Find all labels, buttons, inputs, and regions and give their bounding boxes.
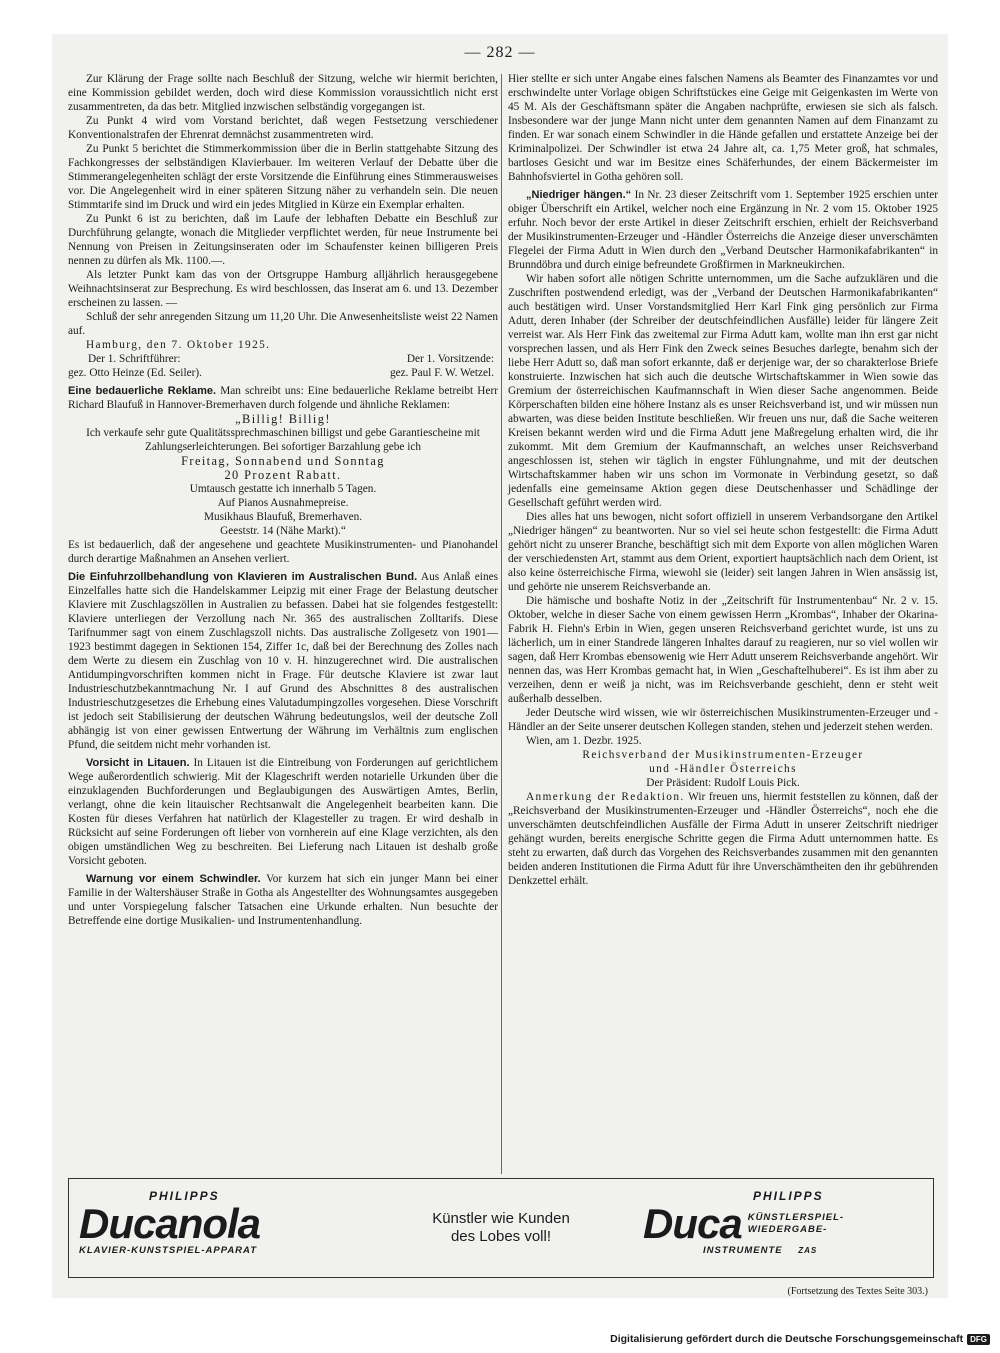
paragraph: Zu Punkt 6 ist zu berichten, daß im Laufe der lebhaften Debatte ein Beschluß zur Durchführung gelangte, wonach die Mitglieder verpflichtet werden, für neue Instrumente bei Nennung von Preisen in Zeitungsinseraten oder im Schaufenster keinen billigeren Preis nennen zu dürfen als Mk. 1100.—. xyxy=(68,213,498,267)
article-niedriger: „Niedriger hängen.“ In Nr. 23 dieser Zeitschrift vom 1. September 1925 erschien unter obiger Überschrift ein Artikel, welcher noch eine Ergänzung in Nr. 2 vom 15. Oktober 1925 erfuhr. Noch bevor der erste Artikel in dieser Zeitschrift erschien, erhielt der Reichsverband der Musikinstrumenten-Erzeuger und -Händler Österreichs die Anzeige dieser unverschämten Flegelei der Firma Adutt in Wien durch den „Verband Deutscher Harmonikafabrikanten“ in Brunndöbra und durch einige befreundete Großfirmen in Markneukirchen. xyxy=(508,189,938,271)
article-einfuhr: Die Einfuhrzollbehandlung von Klavieren im Australischen Bund. Aus Anlaß eines Einzelfalles hatte sich die Handelskammer Leipzig mit einer Frage der Belastung deutscher Klaviere mit Zuschlagszöllen in Australien zu befassen. Dabei hat sie folgendes festgestellt: Klaviere unterliegen der Verzollung nach Nr. 365 des australischen Zolltarifs. Diese Tarifnummer sagt von einem Zuschlagszoll nichts. Das australische Zollgesetz von 1901—1923 bestimmt dagegen in Sektionen 154, Ziffer 1c, daß bei der Berechnung des Zolles nach dem Werte zu diesem ein Zuschlag von 10 v. H. hinzugerechnet wird. Die australischen Antidumpingvorschriften kommen nicht in Frage. Für deutsche Klaviere ist zwar laut Industrieschutzbekanntmachung Nr. I auf Grund des Abschnittes 8 des australischen Industrieschutzgesetzes die Erhebung eines Valutadumpingzolles vorgesehen. Diese Vorschrift ist jedoch seit Stabilisierung der deutschen Währung bedeutungslos, weil der deutsche Zoll abhängig ist von einer gewissen Entwertung der Währung im Verhältnis zum englischen Pfund, die seitdem nicht mehr vorhanden ist. xyxy=(68,571,498,751)
paragraph: Dies alles hat uns bewogen, nicht sofort offiziell in unserem Verbandsorgane den Artikel „Niedriger hängen“ zu beantworten. Nur so viel sei heute schon festgestellt: die Firma Adutt gehört nicht zu unserer Branche, beschäftigt sich mit dem Exporte von allen möglichen Waren der verschiedensten Art, stammt aus dem Orient, exportiert hauptsächlich nach dem Orient, ist also keine österreichische Firma, wiewohl sie (leider) seit langen Jahren in Wien ansässig ist, und gehörte nie unserem Reichsverbande an. xyxy=(508,511,938,593)
column-divider xyxy=(501,74,502,1174)
paragraph: Zur Klärung der Frage sollte nach Beschluß der Sitzung, welche wir hiermit berichten, eine Kommission gebildet werden, doch wird diese Kommission voraussichtlich nicht erst zusammentreten, da das betr. Mitglied inzwischen selbständig vorgegangen ist. xyxy=(68,73,498,113)
article-heading: „Niedriger hängen.“ xyxy=(526,189,632,201)
article-heading: Eine bedauerliche Reklame. xyxy=(68,385,217,397)
signature-role: Der 1. Vorsitzende: xyxy=(406,353,494,365)
article-reklame: Eine bedauerliche Reklame. Man schreibt uns: Eine bedauerliche Reklame betreibt Herr Richard Blaufuß in Hannover-Bremerhaven durch folgende und ähnliche Reklamen: xyxy=(68,385,498,411)
dateline: Hamburg, den 7. Oktober 1925. xyxy=(86,339,271,351)
ad-slogan: Künstler wie Kunden des Lobes voll! xyxy=(432,1210,570,1245)
paragraph: Jeder Deutsche wird wissen, wie wir österreichischen Musikinstrumenten-Erzeuger und -Händler an der Seite unserer deutschen Kollegen standen, stehen und jederzeit stehen werden. xyxy=(508,707,938,733)
scanned-page xyxy=(52,34,948,1298)
page-number: — 282 — xyxy=(464,44,536,61)
paragraph: Die hämische und boshafte Notiz in der „Zeitschrift für Instrumentenbau“ Nr. 2 v. 15. Oktober, welche in dieser Sache von einem gewissen Herrn „Krombas“, Inhaber der Okarina-Fabrik H. Fiehn's Erbin in Wien, gegen unseren Reichsverband gerichtet wurde, ist uns zu lächerlich, um in einer Standrede längeren Inhaltes darauf zu reagieren, nur so viel wollen wir sagen, daß Herr Krombas ebensowenig wie Herr Adutt unserem Reichsverbande angehört. Wir nennen das, was Herr Krombas gemacht hat, in Wien „Geschaftelhuberei“. Es ist ihm aber zu verzeihen, denn er weiß ja nicht, was im Reichsverbande geschieht, denn er steht weit außerhalb desselben. xyxy=(508,595,938,705)
continuation-note: (Fortsetzung des Textes Seite 303.) xyxy=(787,1286,928,1297)
ad-line: Musikhaus Blaufuß, Bremerhaven. xyxy=(203,511,363,523)
paragraph: Als letzter Punkt kam das von der Ortsgruppe Hamburg alljährlich herausgegebene Weihnachtsinserat zur Besprechung. Es wird beschlossen, das Inserat am 6. und 13. Dezember erscheinen zu lassen. — xyxy=(68,269,498,309)
ad-line: Freitag, Sonnabend und Sonntag xyxy=(181,454,385,468)
left-column xyxy=(68,72,498,928)
ad-line: 20 Prozent Rabatt. xyxy=(224,468,342,482)
dfg-logo-icon: DFG xyxy=(967,1334,990,1345)
brand-subtitle: KÜNSTLERSPIEL- WIEDERGABE- xyxy=(747,1212,845,1235)
paragraph: Hier stellte er sich unter Angabe eines falschen Namens als Beamter des Finanzamtes vor und erschwindelte unter Vorlage obigen Schriftstückes eine Geige mit Geigenkasten im Werte von 45 M. Als der Geschäftsmann später die Angaben nachprüfte, erwiesen sie sich als falsch. Insbesondere war der junge Mann nicht unter dem genannten Namen auf dem Finanzamt zu finden. Er war sonach einem Schwindler in die Hände gefallen und erstattete Anzeige bei der Kriminalpolizei. Der Schwindler ist etwa 24 Jahre alt, ca. 1,75 Meter groß, hat schmales, bartloses Gesicht und war im Besitze eines Schäferhundes, der einem Bäckermeister im Bahnhofsviertel in Gotha gehören soll. xyxy=(508,73,938,183)
paragraph: Schluß der sehr anregenden Sitzung um 11,20 Uhr. Die Anwesenheitsliste weist 22 Namen auf. xyxy=(68,311,498,337)
ducanola-logo: Ducanola xyxy=(79,1200,261,1247)
brand-mark: ZAS xyxy=(798,1246,818,1255)
duca-brand xyxy=(643,1189,923,1267)
article-schwindler: Warnung vor einem Schwindler. Vor kurzem hat sich ein junger Mann bei einer Familie in der Waltershäuser Straße in Gotha als Angestellter des Wohnungsamtes ausgegeben und unter Vorspiegelung falscher Tatsachen eine Urkunde erhalten. Nun besuchte der Betreffende eine dortige Musikalien- und Instrumentenhandlung. xyxy=(68,873,498,927)
paragraph: Es ist bedauerlich, daß der angesehene und geachtete Musikinstrumenten- und Pianohandel durch derartige Maßnahmen an Ansehen verliert. xyxy=(68,539,498,565)
right-column xyxy=(508,72,938,888)
dateline: Wien, am 1. Dezbr. 1925. xyxy=(526,735,642,747)
advertisement-banner xyxy=(68,1178,934,1278)
paragraph: Zu Punkt 4 wird vom Vorstand berichtet, daß wegen Festsetzung verschiedener Konventionalstrafen der Ehrenrat demnächst zusammentreten wird. xyxy=(68,115,498,141)
signature-block xyxy=(508,748,938,790)
article-heading: Warnung vor einem Schwindler. xyxy=(86,873,261,885)
signature-president: Der Präsident: Rudolf Louis Pick. xyxy=(646,777,800,789)
brand-maker: PHILIPPS xyxy=(149,1189,220,1203)
brand-subtitle: KLAVIER-KUNSTSPIEL-APPARAT xyxy=(79,1245,257,1256)
brand-maker: PHILIPPS xyxy=(753,1189,824,1203)
paragraph: Wir haben sofort alle nötigen Schritte unternommen, um die Sache aufzuklären und die Zuschriften postwendend erledigt, was der „Verband der Deutschen Harmonikafabrikanten“ auch bestätigen wird. Unser Vorstandsmitglied Herr Karl Fink ging persönlich zur Firma Adutt, deren Inhaber (der Schreiber der deutschfeindlichen Ausfälle) leider für längere Zeit verreist war. Als Herr Fink das zweitemal zur Firma Adutt kam, wollte man ihn erst gar nicht vorsprechen lassen, und als Herr Fink den Zweck seines Besuches darlegte, benahm sich der liebe Herr Adutt so, daß man sofort erkannte, daß er derjenige war, der so charakterlose Briefe konstruierte. Inzwischen hat sich auch die deutsche Wirtschaftskammer in Wien sowie das Gremium der österreichischen Kaufmannschaft in Wien dieser Sache angenommen. Beide Körperschaften bilden eine höhere Instanz als es unser Reichsverband ist, und wir müssen nun abwarten, was diese beiden Institute beschließen. Wir freuen uns nur, daß die Sache weiteren Kreisen bekannt werden wird und die Firma Adutt jene Maßregelung erhalten wird, die ihr zukommt. Mit dem Gremium der Kaufmannschaft, an welches unser Reichsverband angeschlossen ist, stehen wir täglich in engster Fühlungnahme, und mit der deutschen Wirtschaftskammer haben wir uns schon im Vormonate in Verbindung gesetzt, so daß jedenfalls eine gemeinsame Aktion gegen diese Deutschenhasser und Schädlinge der Gesellschaft geführt werden wird. xyxy=(508,273,938,509)
ad-line: Umtausch gestatte ich innerhalb 5 Tagen. xyxy=(189,483,377,495)
signature-names xyxy=(68,366,498,380)
quoted-advertisement xyxy=(68,412,498,538)
ducanola-brand xyxy=(79,1189,359,1267)
ad-line: Ich verkaufe sehr gute Qualitätssprechmaschinen billigst und gebe Garantiescheine mit Zahlungserleichterungen. Bei sofortiger Barzahlung gebe ich xyxy=(86,427,480,453)
signature-role: Der 1. Schriftführer: xyxy=(88,353,181,365)
signature-org: und -Händler Österreichs xyxy=(649,763,797,775)
signature-org: Reichsverband der Musikinstrumenten-Erzeuger xyxy=(582,749,864,761)
signature-roles xyxy=(68,352,498,366)
ad-line: Geeststr. 14 (Nähe Markt).“ xyxy=(220,525,346,537)
signature-name: gez. Paul F. W. Wetzel. xyxy=(389,367,494,379)
article-heading: Die Einfuhrzollbehandlung von Klavieren im Australischen Bund. xyxy=(68,571,418,583)
editorial-note: Anmerkung der Redaktion. Wir freuen uns, hiermit feststellen zu können, daß der „Reichsverband der Musikinstrumenten-Erzeuger und -Händler Österreichs“, noch ehe die unverschämten deutschfeindlichen Ausfälle der Firma Adutt in unserer Zeitschrift niedriger gehängt wurden, bereits energische Schritte gegen die Firma Adutt unternommen hatte. Es steht zu erwarten, daß durch das Vorgehen des Reichsverbandes zusammen mit den genannten beiden anderen Institutionen die Firma Adutt für ihre Unverschämtheiten den ihr gebührenden Denkzettel erhält. xyxy=(508,791,938,887)
editorial-note-label: Anmerkung der Redaktion. xyxy=(526,791,685,803)
digitization-credit: Digitalisierung gefördert durch die Deutsche Forschungsgemeinschaft DFG xyxy=(610,1333,990,1345)
paragraph: Zu Punkt 5 berichtet die Stimmerkommission über die in Berlin stattgehabte Sitzung des Fachkongresses der selbständigen Klavierbauer. Im weiteren Verlauf der Debatte über die Stimmerangelegenheiten schlägt der erste Vorsitzende die Einführung eines Stimmerausweises vor. Die Angelegenheit wird in einer späteren Sitzung näher zu verhandeln sein. Die neuen Stimmtarife sind im Druck und wird ein jedes Mitglied in Kürze ein Exemplar erhalten. xyxy=(68,143,498,211)
ad-line: „Billig! Billig! xyxy=(235,412,331,426)
brand-subtitle: INSTRUMENTE ZAS xyxy=(703,1245,818,1256)
article-litauen: Vorsicht in Litauen. In Litauen ist die Eintreibung von Forderungen auf gerichtlichem Wege außerordentlich schwierig. Mit der Klageschrift werden notarielle Urkunden über die einzuklagenden Buchforderungen und Beglaubigungen des Auswärtigen Amtes, Berlin, verlangt, ohne die kein litauischer Rechtsanwalt die Angelegenheit bearbeiten kann. Die Kosten für dieses Verfahren hat natürlich der Klagesteller zu tragen. Er wird deshalb in Rücksicht auf seine Forderungen oft lieber von vornherein auf eine Klage verzichten, als den obigen umständlichen Weg zu beschreiten. Bei Lieferung nach Litauen ist deshalb große Vorsicht geboten. xyxy=(68,757,498,867)
article-heading: Vorsicht in Litauen. xyxy=(86,757,190,769)
signature-name: gez. Otto Heinze (Ed. Seiler). xyxy=(68,367,202,379)
duca-logo: Duca xyxy=(643,1200,742,1247)
ad-line: Auf Pianos Ausnahmepreise. xyxy=(217,497,349,509)
